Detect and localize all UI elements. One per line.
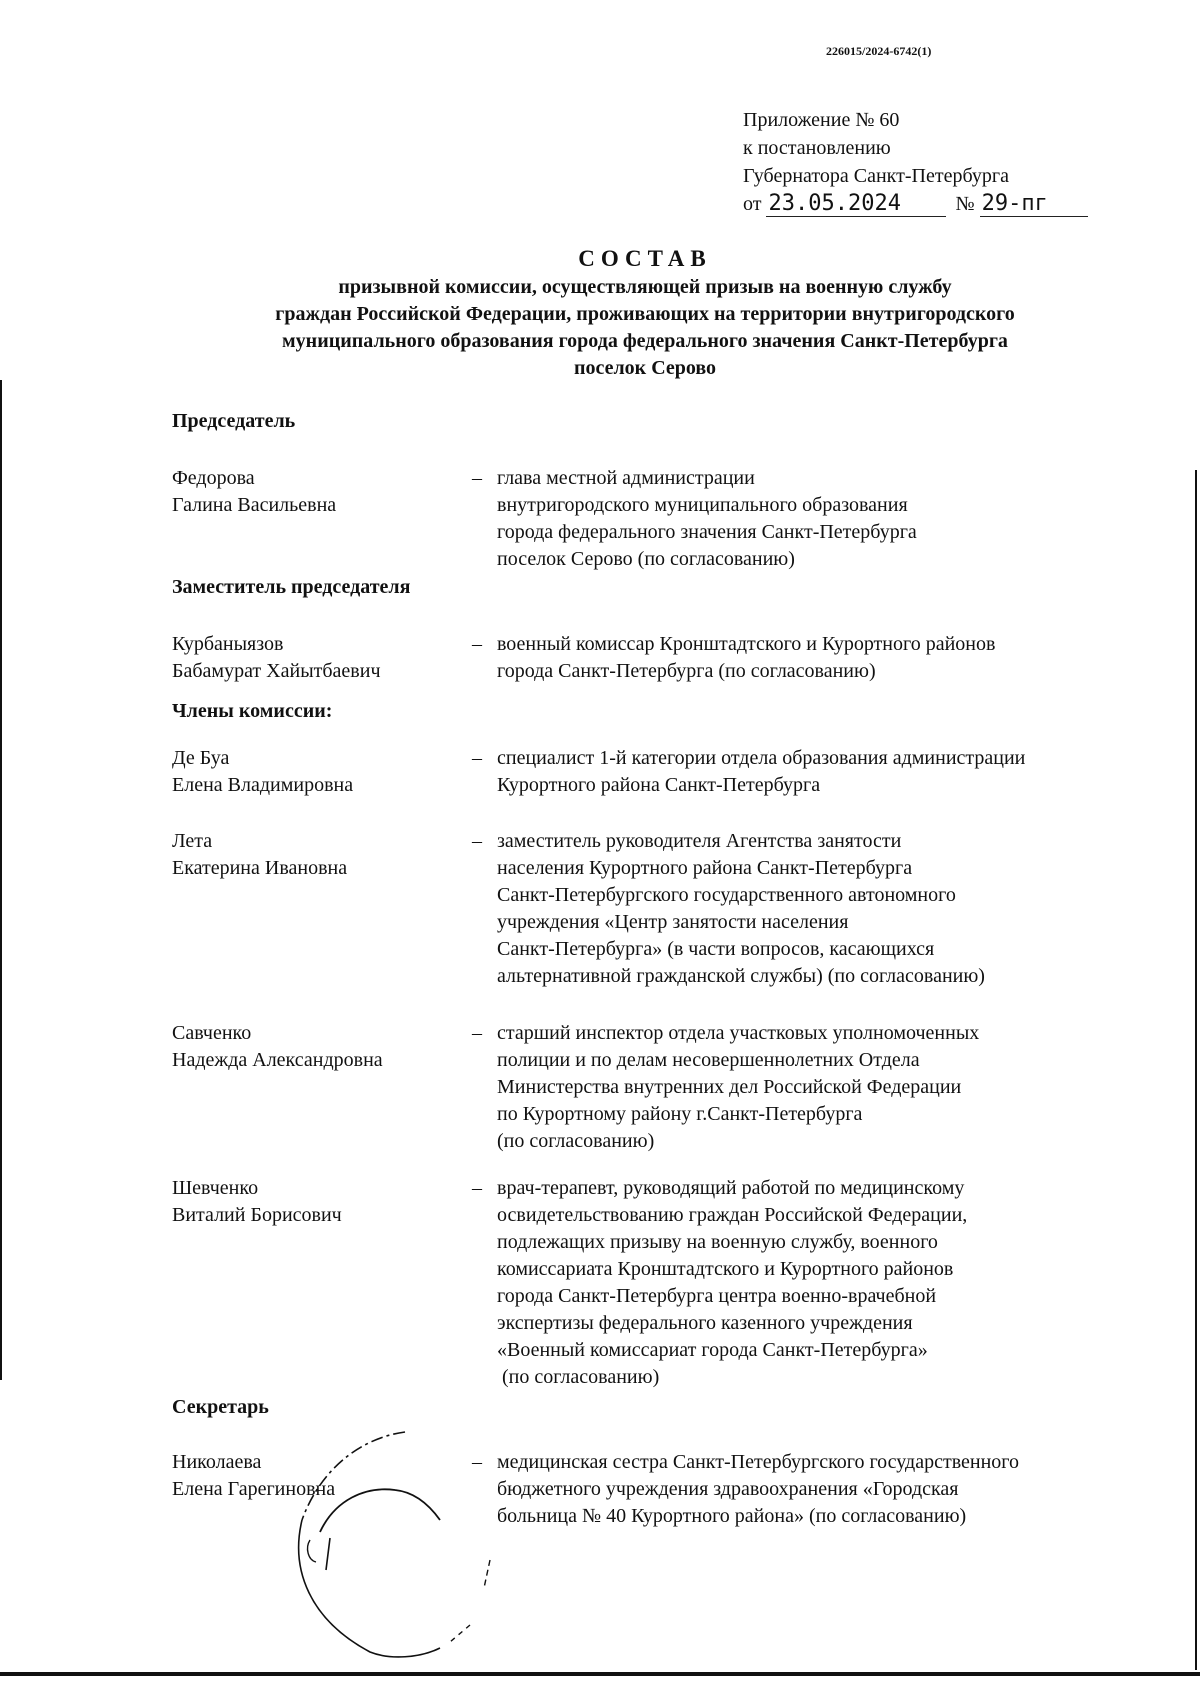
member-name: Шевченко Виталий Борисович xyxy=(172,1177,342,1226)
member-name: Де Буа Елена Владимировна xyxy=(172,747,354,796)
title-line-2: граждан Российской Федерации, проживающих на территории внутригородского xyxy=(275,303,1015,325)
scan-edge-right xyxy=(1195,470,1197,1670)
section-members: Члены комиссии: xyxy=(172,700,333,722)
document-number: 226015/2024-6742(1) xyxy=(826,44,932,58)
member-role: врач-терапевт, руководящий работой по медицинскому освидетельствованию граждан Российской Федерации, подлежащих призыву на военную службу, военного комиссариата Кронштадтского и Курортного районов города Санкт-Петербурга центра военно-врачебной экспертизы федерального казенного учреждения «Военный комиссариат города Санкт-Петербурга» (по согласованию) xyxy=(497,1177,968,1388)
dash-separator: – xyxy=(472,747,482,769)
section-deputy: Заместитель председателя xyxy=(172,576,411,598)
appendix-date-line xyxy=(743,190,1103,218)
member-name: Николаева Елена Гарегиновна xyxy=(172,1451,336,1500)
member-role: старший инспектор отдела участковых уполномоченных полиции и по делам несовершеннолетних Отдела Министерства внутренних дел Российской Федерации по Курортному району г.Санкт-Петербурга (по согласованию) xyxy=(497,1022,980,1152)
from-label: от xyxy=(743,193,762,215)
dash-separator: – xyxy=(472,633,482,655)
document-title xyxy=(150,244,1140,382)
signature-stroke-icon xyxy=(290,1420,520,1660)
section-secretary: Секретарь xyxy=(172,1396,269,1418)
title-heading: СОСТАВ xyxy=(578,246,712,271)
member-name: Лета Екатерина Ивановна xyxy=(172,830,348,879)
member-name: Савченко Надежда Александровна xyxy=(172,1022,383,1071)
appendix-to-resolution: к постановлению xyxy=(743,137,891,159)
title-line-4: поселок Серово xyxy=(573,357,717,379)
dash-separator: – xyxy=(472,1451,482,1473)
member-role: военный комиссар Кронштадтского и Курортного районов города Санкт-Петербурга (по согласованию) xyxy=(497,633,996,682)
dash-separator: – xyxy=(472,1022,482,1044)
handwritten-date: 23.05.2024 xyxy=(766,192,946,217)
appendix-number: Приложение № 60 xyxy=(743,109,900,131)
appendix-governor: Губернатора Санкт-Петербурга xyxy=(743,165,1009,187)
scan-edge-left xyxy=(0,380,2,1380)
section-chairman: Председатель xyxy=(172,410,296,432)
number-sign: № xyxy=(955,193,975,215)
title-line-3: муниципального образования города федерального значения Санкт-Петербурга xyxy=(282,330,1008,352)
dash-separator: – xyxy=(472,1177,482,1199)
scan-edge-bottom xyxy=(0,1672,1200,1676)
member-role: заместитель руководителя Агентства занятости населения Курортного района Санкт-Петербурга Санкт-Петербургского государственного автономного учреждения «Центр занятости населения Санкт-Петербурга» (в части вопросов, касающихся альтернативной гражданской службы) (по согласованию) xyxy=(497,830,985,987)
dash-separator: – xyxy=(472,467,482,489)
handwritten-number: 29-пг xyxy=(980,192,1088,217)
member-role: специалист 1-й категории отдела образования администрации Курортного района Санкт-Петербурга xyxy=(497,747,1026,796)
dash-separator: – xyxy=(472,830,482,852)
title-line-1: призывной комиссии, осуществляющей призыв на военную службу xyxy=(338,276,952,298)
appendix-block xyxy=(743,106,1103,218)
member-name: Федорова Галина Васильевна xyxy=(172,467,337,516)
member-role: медицинская сестра Санкт-Петербургского государственного бюджетного учреждения здравоохранения «Городская больница № 40 Курортного района» (по согласованию) xyxy=(497,1451,1020,1527)
member-role: глава местной администрации внутригородского муниципального образования города федерального значения Санкт-Петербурга поселок Серово (по согласованию) xyxy=(497,467,917,570)
member-name: Курбаныязов Бабамурат Хайытбаевич xyxy=(172,633,381,682)
